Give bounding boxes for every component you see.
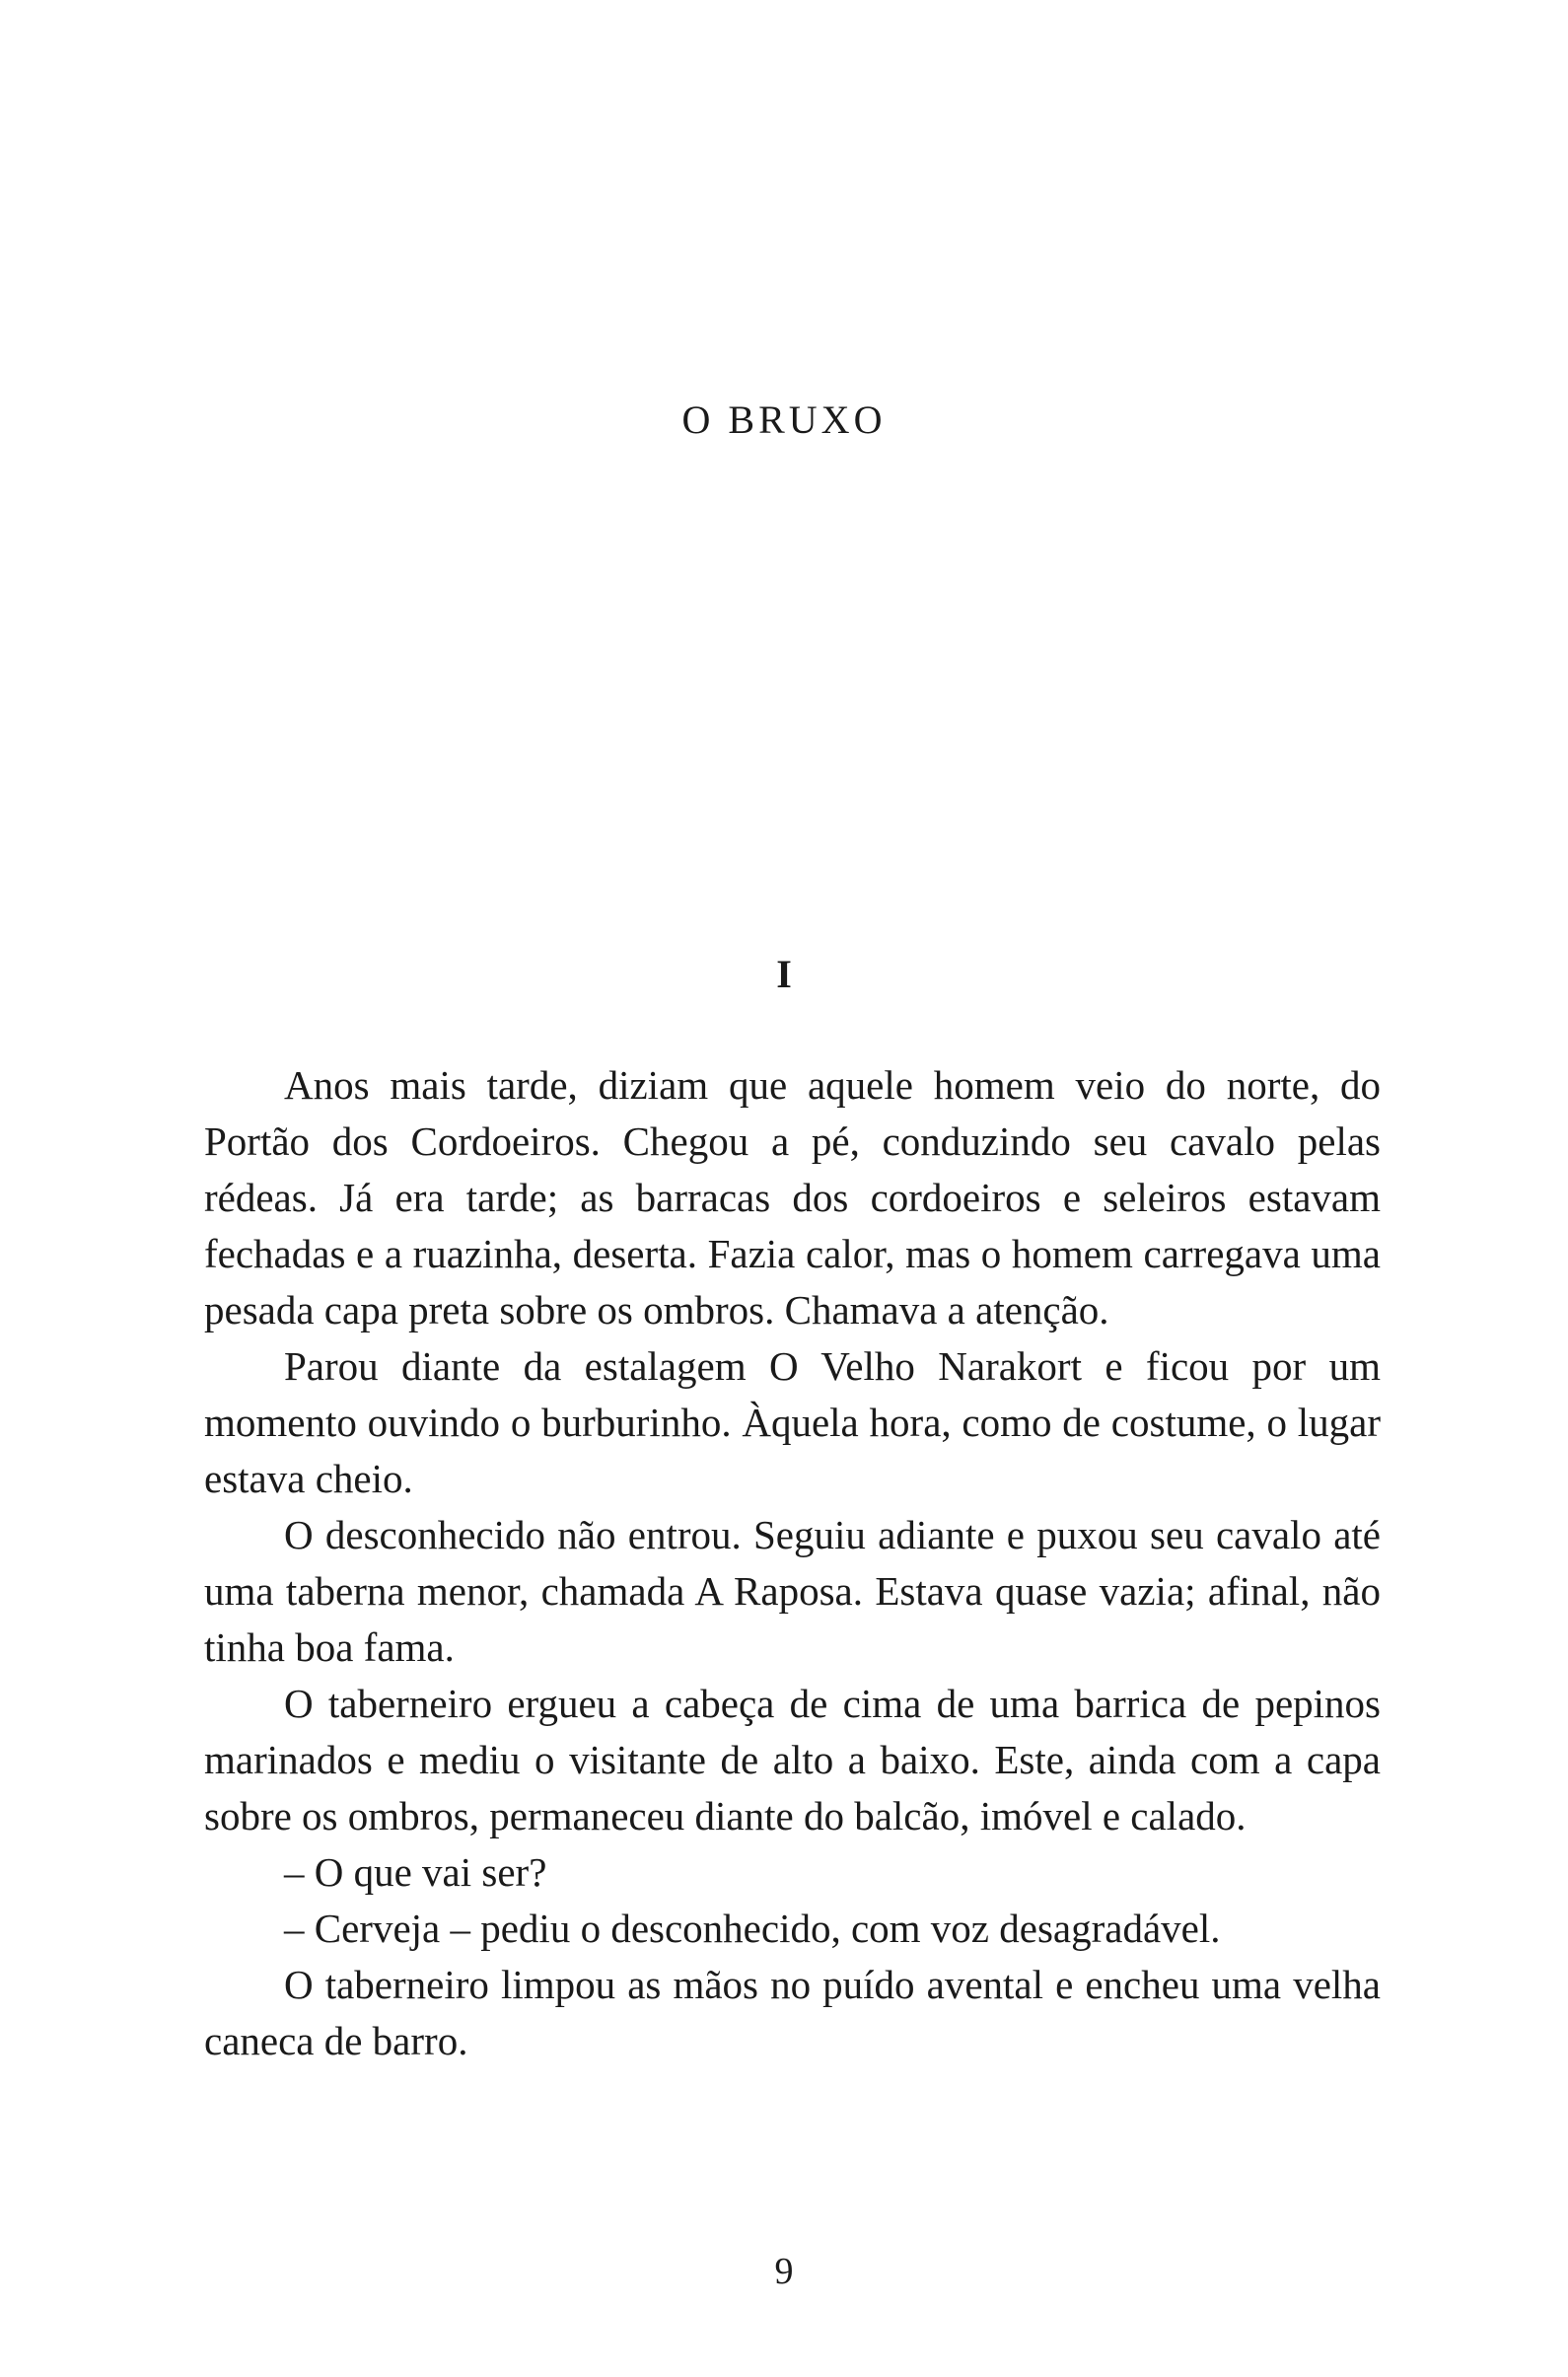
dialogue-line: – Cerveja – pediu o desconhecido, com voz desagradável.	[284, 1906, 1221, 1951]
paragraph: Anos mais tarde, diziam que aquele homem veio do norte, do Portão dos Cordoeiros. Chegou a pé, conduzindo seu cavalo pelas rédeas. Já era tarde; as barracas dos cordoeiros e seleiros estavam fechadas e a ruazinha, deserta. Fazia calor, mas o homem carregava uma pesada capa preta sobre os ombros. Chamava a atenção.	[204, 1062, 1381, 1333]
body-text	[204, 1057, 1381, 2069]
book-title: O BRUXO	[681, 397, 887, 442]
paragraph: O taberneiro ergueu a cabeça de cima de uma barrica de pepinos marinados e mediu o visitante de alto a baixo. Este, ainda com a capa sobre os ombros, permaneceu diante do balcão, imóvel e calado.	[204, 1681, 1381, 1838]
paragraph: O taberneiro limpou as mãos no puído avental e encheu uma velha caneca de barro.	[204, 1962, 1381, 2063]
chapter-number: I	[776, 952, 792, 996]
paragraph: O desconhecido não entrou. Seguiu adiante e puxou seu cavalo até uma taberna menor, chamada A Raposa. Estava quase vazia; afinal, não tinha boa fama.	[204, 1512, 1381, 1670]
page-number: 9	[774, 2251, 794, 2292]
paragraph: Parou diante da estalagem O Velho Narakort e ficou por um momento ouvindo o burburinho. Àquela hora, como de costume, o lugar estava cheio.	[204, 1343, 1381, 1501]
dialogue-line: – O que vai ser?	[284, 1849, 547, 1895]
